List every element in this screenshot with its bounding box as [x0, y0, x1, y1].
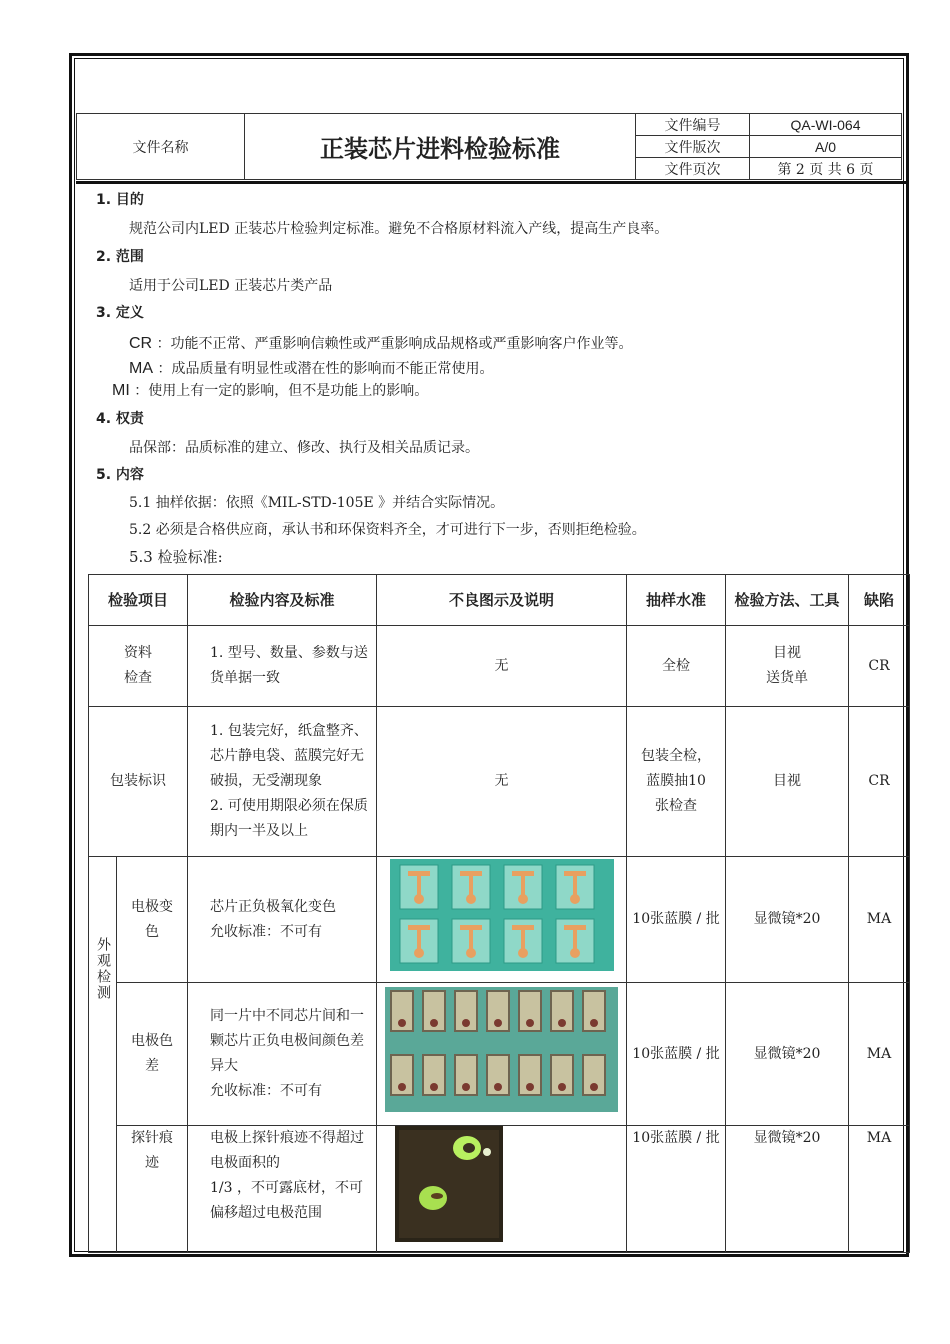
- header-method: 检验方法、工具: [726, 575, 849, 626]
- row5-figure: [377, 1126, 627, 1253]
- ma-text: ：成品质量有明显性或潜在性的影响而不能正常使用。: [157, 361, 494, 377]
- section-2-heading: 2. 范围: [96, 249, 144, 265]
- header-sampling: 抽样水准: [627, 575, 726, 626]
- doc-number-label: 文件编号: [636, 114, 750, 136]
- document-header: [76, 113, 902, 180]
- table-row: [89, 707, 910, 857]
- row3-content: [188, 857, 377, 983]
- row2-content: [188, 707, 377, 857]
- row3-content-line2: 允收标准：不可有: [210, 923, 323, 940]
- definition-cr: [129, 333, 633, 353]
- table-row: [89, 983, 910, 1126]
- row3-content-line1: 芯片正负极氧化变色: [210, 898, 337, 915]
- row4-content: [188, 983, 377, 1126]
- row2-method: 目视: [726, 707, 849, 857]
- row4-content-line1: 同一片中不同芯片间和一颗芯片正负电极间颜色差异大: [210, 1008, 365, 1074]
- row1-item: [89, 626, 188, 707]
- cr-label: CR: [129, 335, 153, 352]
- header-divider: [76, 181, 908, 184]
- row2-figure: 无: [377, 707, 627, 857]
- group-label-cell: [89, 857, 117, 1253]
- section-1-text: 规范公司内LED 正装芯片检验判定标准。避免不合格原材料流入产线，提高生产良率。: [129, 221, 669, 237]
- section-1-heading: 1. 目的: [96, 192, 144, 208]
- group-label: 外观检测: [95, 937, 111, 1001]
- section-5-heading: 5. 内容: [96, 467, 144, 483]
- doc-number-value: QA-WI-064: [750, 114, 902, 136]
- doc-version-label: 文件版次: [636, 136, 750, 158]
- doc-page-label: 文件页次: [636, 158, 750, 180]
- row1-item-line2: 检查: [124, 670, 152, 686]
- row1-method: [726, 626, 849, 707]
- doc-name-label: 文件名称: [77, 114, 245, 180]
- row4-sampling: 10张蓝膜 / 批: [627, 983, 726, 1126]
- row3-item: 电极变色: [117, 857, 188, 983]
- row1-figure: 无: [377, 626, 627, 707]
- doc-version-value: A/0: [750, 136, 902, 158]
- row4-defect: MA: [849, 983, 910, 1126]
- section-2-text: 适用于公司LED 正装芯片类产品: [129, 278, 333, 294]
- header-figure: 不良图示及说明: [377, 575, 627, 626]
- row5-method: 显微镜*20: [726, 1126, 849, 1253]
- inspection-table: [88, 574, 910, 1253]
- row3-method: 显微镜*20: [726, 857, 849, 983]
- row1-sampling: 全检: [627, 626, 726, 707]
- row1-method-line2: 送货单: [766, 670, 809, 686]
- table-row: [89, 1126, 910, 1253]
- row4-item: 电极色差: [117, 983, 188, 1126]
- row4-method: 显微镜*20: [726, 983, 849, 1126]
- section-4-text: 品保部：品质标准的建立、修改、执行及相关品质记录。: [129, 440, 479, 456]
- doc-page-value: 第 2 页 共 6 页: [750, 158, 902, 180]
- row5-sampling: 10张蓝膜 / 批: [627, 1126, 726, 1253]
- section-4-heading: 4. 权责: [96, 411, 144, 427]
- header-defect: 缺陷: [849, 575, 910, 626]
- cr-text: ：功能不正常、严重影响信赖性或严重影响成品规格或严重影响客户作业等。: [156, 336, 633, 352]
- header-content: 检验内容及标准: [188, 575, 377, 626]
- row4-content-line2: 允收标准：不可有: [210, 1083, 323, 1099]
- row5-defect: MA: [849, 1126, 910, 1253]
- section-5-1: 5.1 抽样依据：依照《MIL-STD-105E 》并结合实际情况。: [129, 495, 505, 511]
- row5-content-line2: 1/3 ，不可露底材，不可偏移超过电极范围: [210, 1180, 363, 1221]
- row3-figure: [377, 857, 627, 983]
- row2-sampling: 包装全检，蓝膜抽10张检查: [627, 707, 726, 857]
- row2-defect: CR: [849, 707, 910, 857]
- row1-defect: CR: [849, 626, 910, 707]
- row3-sampling: 10张蓝膜 / 批: [627, 857, 726, 983]
- ma-label: MA: [129, 360, 153, 377]
- row5-content: [188, 1126, 377, 1253]
- section-5-3: 5.3 检验标准:: [129, 548, 223, 566]
- section-3-heading: 3. 定义: [96, 305, 144, 321]
- electrode-discoloration-photo: [390, 859, 614, 971]
- row1-method-line1: 目视: [773, 645, 802, 661]
- section-5-2: 5.2 必须是合格供应商，承认书和环保资料齐全，才可进行下一步，否则拒绝检验。: [129, 522, 646, 538]
- row1-item-line1: 资料: [124, 645, 152, 661]
- row5-item: 探针痕迹: [117, 1126, 188, 1253]
- probe-mark-photo: [395, 1126, 503, 1242]
- electrode-color-difference-photo: [385, 987, 618, 1112]
- row1-content: 1. 型号、数量、参数与送货单据一致: [188, 626, 377, 707]
- document-title: 正装芯片进料检验标准: [245, 114, 636, 180]
- mi-label: MI: [112, 382, 130, 399]
- table-row: [89, 857, 910, 983]
- header-item: 检验项目: [89, 575, 188, 626]
- table-row: [89, 626, 910, 707]
- row3-defect: MA: [849, 857, 910, 983]
- row2-content-line1: 1. 包装完好，纸盒整齐、芯片静电袋、蓝膜完好无破损，无受潮现象: [210, 723, 368, 789]
- row5-content-line1: 电极上探针痕迹不得超过电极面积的: [210, 1130, 365, 1171]
- definition-ma: [129, 358, 493, 378]
- row2-item: 包装标识: [89, 707, 188, 857]
- mi-text: ：使用上有一定的影响，但不是功能上的影响。: [134, 383, 429, 399]
- row2-content-line2: 2. 可使用期限必须在保质期内一半及以上: [210, 798, 368, 839]
- definition-mi: [112, 380, 428, 400]
- row4-figure: [377, 983, 627, 1126]
